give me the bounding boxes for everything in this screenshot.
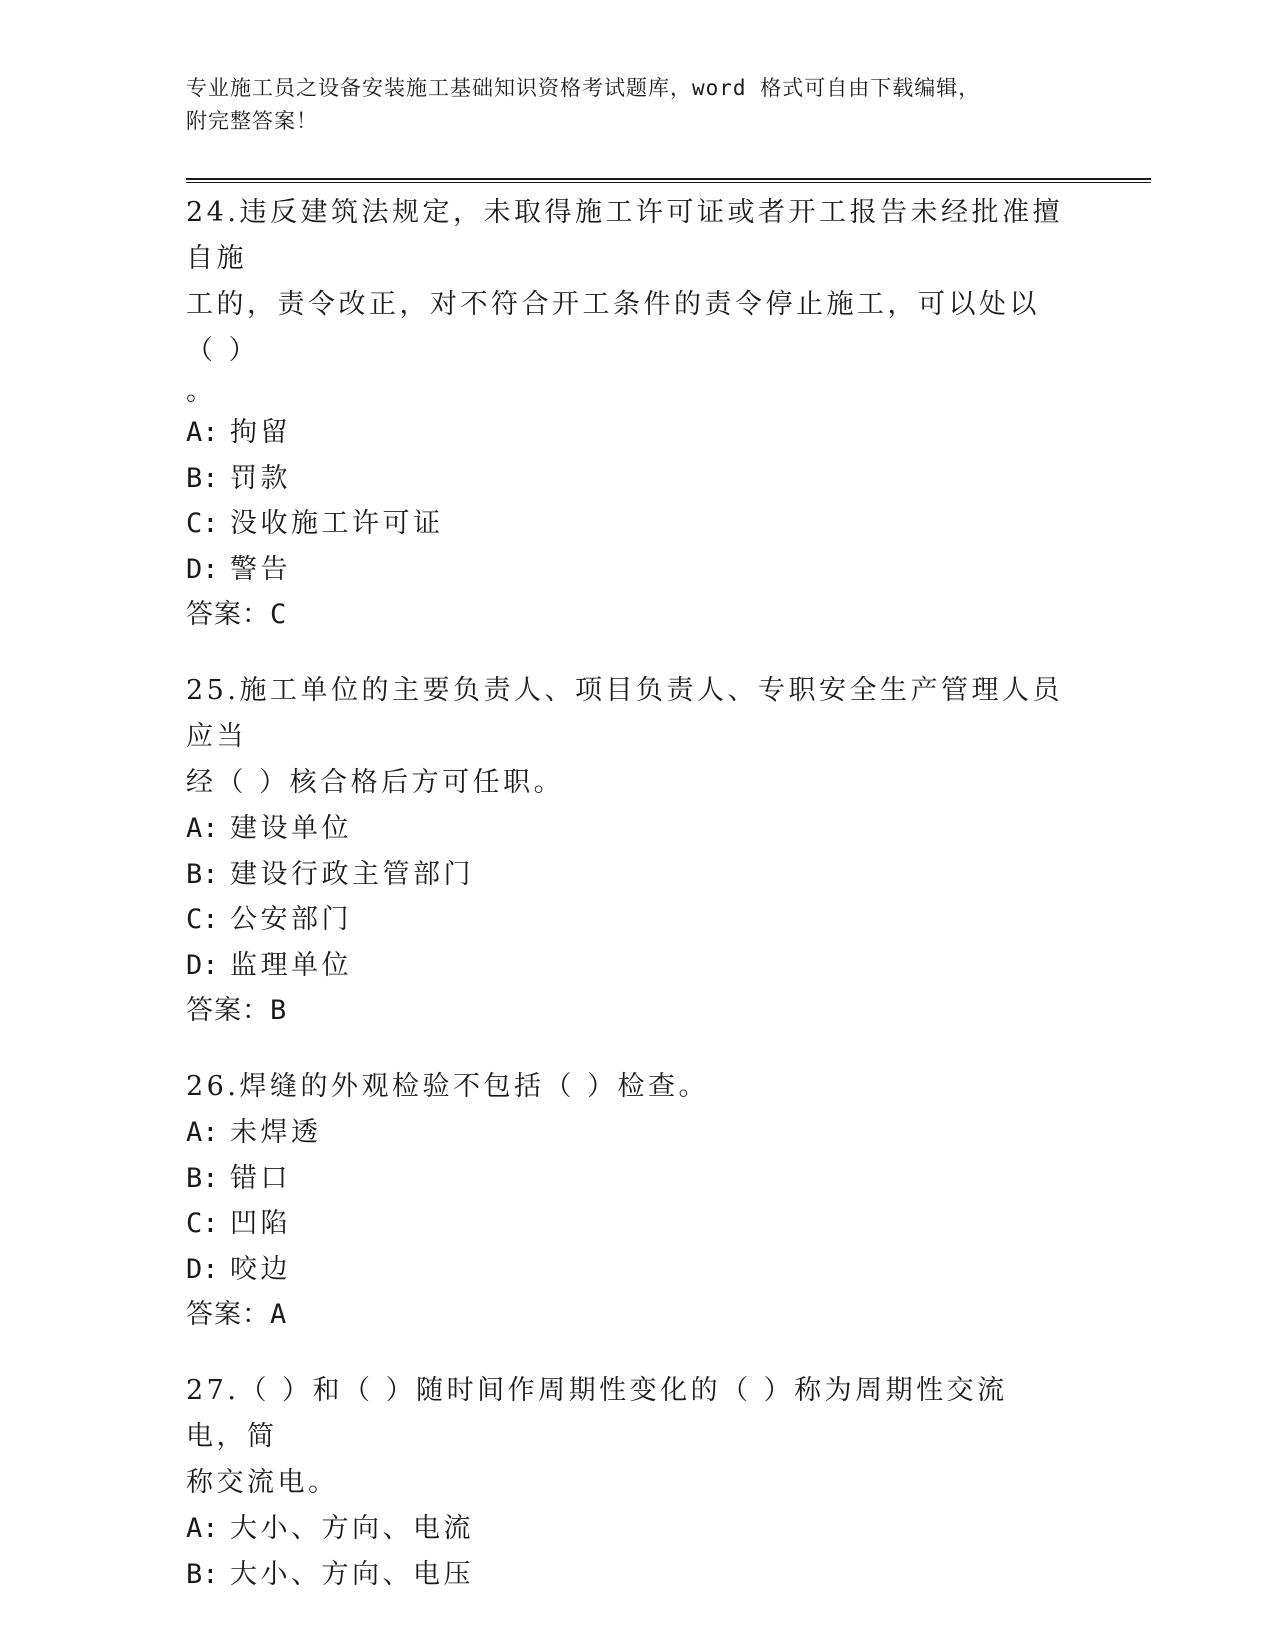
- option-c: [186, 1201, 1086, 1247]
- option-key: A:: [186, 1117, 219, 1148]
- question-text-line: 工的，责令改正，对不符合开工条件的责令停止施工，可以处以（ ）: [186, 289, 1040, 366]
- option-key: D:: [186, 949, 219, 981]
- option-text: 监理单位: [230, 949, 352, 981]
- question-text-line: 27.（ ）和（ ）随时间作周期性变化的（ ）称为周期性交流电，简: [186, 1375, 1008, 1452]
- option-text: 建设行政主管部门: [230, 858, 474, 890]
- option-text: 公安部门: [230, 904, 352, 935]
- answer-value: C: [270, 599, 288, 630]
- answer-label: 答案：: [186, 1299, 270, 1330]
- document-header: [186, 72, 1066, 138]
- answer-line: [186, 592, 1086, 638]
- option-d: [186, 943, 1086, 989]
- option-key: A:: [186, 417, 219, 448]
- question-text-line: 称交流电。: [186, 1467, 339, 1498]
- option-key: C:: [186, 904, 219, 935]
- answer-label: 答案：: [186, 599, 270, 630]
- option-text: 警告: [230, 553, 291, 585]
- option-d: [186, 547, 1086, 593]
- option-key: B:: [186, 462, 219, 494]
- option-b: [186, 852, 1086, 898]
- option-key: A:: [186, 813, 219, 844]
- option-a: [186, 1110, 1086, 1156]
- question-text-line: 25.施工单位的主要负责人、项目负责人、专职安全生产管理人员应当: [186, 675, 1063, 752]
- question-25: [186, 668, 1086, 1034]
- option-text: 咬边: [230, 1253, 291, 1285]
- question-list: [186, 190, 1086, 1627]
- question-27: [186, 1368, 1086, 1597]
- option-a: [186, 1506, 1086, 1552]
- option-b: [186, 1552, 1086, 1598]
- question-26: [186, 1064, 1086, 1338]
- question-text-line: 26.焊缝的外观检验不包括（ ）检查。: [186, 1071, 710, 1102]
- question-24: [186, 190, 1086, 638]
- option-c: [186, 897, 1086, 943]
- option-key: C:: [186, 508, 219, 539]
- option-a: [186, 806, 1086, 852]
- option-key: A:: [186, 1513, 219, 1544]
- option-text: 错口: [230, 1162, 291, 1194]
- answer-line: [186, 1292, 1086, 1338]
- option-text: 建设单位: [230, 813, 352, 844]
- answer-line: [186, 988, 1086, 1034]
- option-key: B:: [186, 858, 219, 890]
- option-d: [186, 1247, 1086, 1293]
- header-divider: [186, 178, 1151, 183]
- option-text: 未焊透: [230, 1117, 322, 1148]
- answer-value: A: [270, 1299, 288, 1330]
- option-key: C:: [186, 1208, 219, 1239]
- option-text: 凹陷: [230, 1208, 291, 1239]
- question-text-line: 24.违反建筑法规定，未取得施工许可证或者开工报告未经批准擅自施: [186, 197, 1063, 274]
- answer-value: B: [270, 995, 288, 1026]
- question-text-line: 经（ ）核合格后方可任职。: [186, 767, 565, 798]
- header-line-2: 附完整答案！: [186, 109, 318, 133]
- option-key: B:: [186, 1558, 219, 1590]
- option-text: 大小、方向、电压: [230, 1558, 474, 1590]
- option-text: 大小、方向、电流: [230, 1513, 474, 1544]
- question-text-line: 。: [186, 376, 217, 407]
- header-line-1: 专业施工员之设备安装施工基础知识资格考试题库，word 格式可自由下载编辑，: [186, 76, 981, 100]
- option-text: 罚款: [230, 462, 291, 494]
- option-key: D:: [186, 1253, 219, 1285]
- option-b: [186, 456, 1086, 502]
- option-text: 拘留: [230, 417, 291, 448]
- option-key: D:: [186, 553, 219, 585]
- option-key: B:: [186, 1162, 219, 1194]
- answer-label: 答案：: [186, 995, 270, 1026]
- option-b: [186, 1156, 1086, 1202]
- option-text: 没收施工许可证: [230, 508, 444, 539]
- option-c: [186, 501, 1086, 547]
- option-a: [186, 410, 1086, 456]
